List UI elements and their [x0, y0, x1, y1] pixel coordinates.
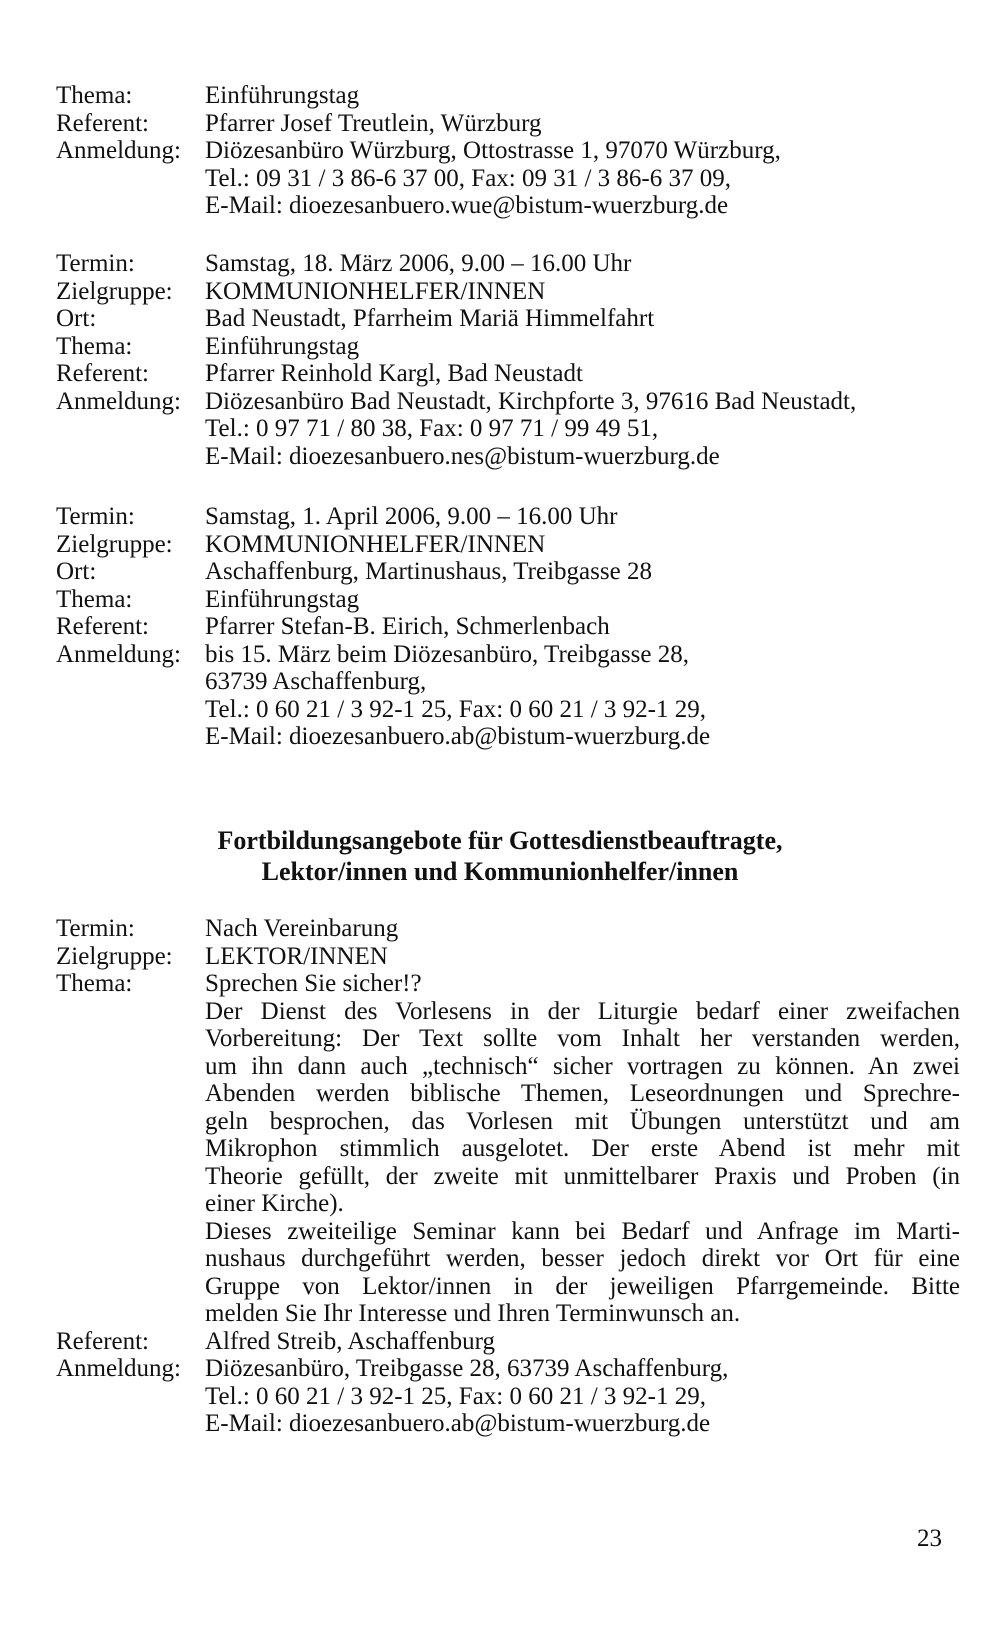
- field-value: E-Mail: dioezesanbuero.nes@bistum-wuerzburg.de: [205, 442, 720, 470]
- field-label: Referent:: [56, 613, 150, 640]
- field-row-thema: [56, 333, 960, 361]
- field-row-termin: [56, 915, 960, 943]
- field-value: E-Mail: dioezesanbuero.ab@bistum-wuerzburg.de: [205, 1410, 711, 1437]
- field-row-ort: [56, 305, 960, 333]
- field-row-referent: [56, 110, 960, 138]
- field-label: Thema:: [56, 970, 133, 997]
- field-value: Diözesanbüro Würzburg, Ottostrasse 1, 97070 Würzburg,: [205, 137, 781, 164]
- field-row-anmeldung: [56, 137, 960, 220]
- field-label: Anmeldung:: [56, 640, 181, 668]
- field-label: Zielgruppe:: [56, 942, 173, 970]
- section-heading-line: Fortbildungsangebote für Gottesdienstbeauftragte,: [217, 826, 783, 855]
- field-row-referent: [56, 613, 960, 641]
- field-value: E-Mail: dioezesanbuero.wue@bistum-wuerzburg.de: [205, 192, 729, 219]
- field-row-ort: [56, 558, 960, 586]
- field-label: Termin:: [56, 503, 135, 530]
- field-row-anmeldung: [56, 641, 960, 751]
- field-row-zielgruppe: [56, 531, 960, 559]
- field-label: Anmeldung:: [56, 387, 181, 415]
- field-value: Tel.: 0 60 21 / 3 92-1 25, Fax: 0 60 21 / 3 92-1 29,: [205, 695, 707, 723]
- field-value: Samstag, 1. April 2006, 9.00 – 16.00 Uhr: [205, 503, 618, 530]
- description-line: Der Dienst des Vorlesens in der Liturgie bedarf einer zweifachen: [205, 997, 960, 1025]
- field-label: Zielgruppe:: [56, 277, 173, 305]
- description-line: melden Sie Ihr Interesse und Ihren Terminwunsch an.: [205, 1300, 741, 1327]
- field-value: Nach Vereinbarung: [205, 915, 399, 942]
- section-heading: [100, 825, 900, 887]
- description-line: Vorbereitung: Der Text sollte vom Inhalt her verstanden werden,: [205, 1025, 960, 1052]
- field-value: Diözesanbüro, Treibgasse 28, 63739 Aschaffenburg,: [205, 1355, 729, 1382]
- field-value: Tel.: 09 31 / 3 86-6 37 00, Fax: 09 31 / 3 86-6 37 09,: [205, 164, 732, 192]
- field-label: Termin:: [56, 250, 135, 277]
- description-line: Dieses zweiteilige Seminar kann bei Bedarf und Anfrage im Marti-: [205, 1217, 960, 1245]
- field-value: bis 15. März beim Diözesanbüro, Treibgasse 28,: [205, 640, 689, 668]
- section-heading-line: Lektor/innen und Kommunionhelfer/innen: [261, 857, 739, 886]
- field-row-termin: [56, 503, 960, 531]
- field-label: Referent:: [56, 1327, 150, 1355]
- field-label: Thema:: [56, 585, 133, 613]
- field-row-anmeldung: [56, 1355, 960, 1438]
- field-value: Pfarrer Reinhold Kargl, Bad Neustadt: [205, 360, 583, 387]
- page-number: 23: [917, 1525, 942, 1552]
- field-value: Aschaffenburg, Martinushaus, Treibgasse 28: [205, 558, 652, 585]
- field-row-anmeldung: [56, 388, 960, 471]
- field-row-zielgruppe: [56, 943, 960, 971]
- field-value: Sprechen Sie sicher!?: [205, 970, 422, 997]
- field-row-referent: [56, 360, 960, 388]
- field-value: 63739 Aschaffenburg,: [205, 668, 427, 695]
- event-block-2: [56, 250, 960, 470]
- field-value: Bad Neustadt, Pfarrheim Mariä Himmelfahrt: [205, 305, 655, 332]
- field-value: Samstag, 18. März 2006, 9.00 – 16.00 Uhr: [205, 250, 632, 277]
- field-value: Tel.: 0 60 21 / 3 92-1 25, Fax: 0 60 21 / 3 92-1 29,: [205, 1382, 707, 1410]
- field-label: Thema:: [56, 332, 133, 360]
- field-row-thema: [56, 82, 960, 110]
- field-label: Ort:: [56, 558, 97, 585]
- description-line: geln besprochen, das Vorlesen mit Übungen unterstützt und am: [205, 1107, 960, 1135]
- field-value: Einführungstag: [205, 332, 360, 360]
- description-line: Gruppe von Lektor/innen in der jeweiligen Pfarrgemeinde. Bitte: [205, 1272, 960, 1300]
- field-label: Termin:: [56, 915, 135, 942]
- description-line: um ihn dann auch „technisch“ sicher vortragen zu können. An zwei: [205, 1052, 960, 1080]
- field-label: Anmeldung:: [56, 137, 181, 164]
- field-value: Pfarrer Josef Treutlein, Würzburg: [205, 109, 542, 137]
- field-value: Tel.: 0 97 71 / 80 38, Fax: 0 97 71 / 99 49 51,: [205, 415, 659, 442]
- description-line: einer Kirche).: [205, 1190, 344, 1217]
- description-line: Abenden werden biblische Themen, Leseordnungen und Sprechre-: [205, 1080, 960, 1107]
- description-line: nushaus durchgeführt werden, besser jedoch direkt vor Ort für eine: [205, 1245, 960, 1272]
- field-value: KOMMUNIONHELFER/INNEN: [205, 277, 546, 305]
- description-line: Theorie gefüllt, der zweite mit unmittelbarer Praxis und Proben (in: [205, 1162, 960, 1190]
- field-value: LEKTOR/INNEN: [205, 942, 388, 970]
- description-line: Mikrophon stimmlich ausgelotet. Der erste Abend ist mehr mit: [205, 1135, 960, 1162]
- field-value: Pfarrer Stefan-B. Eirich, Schmerlenbach: [205, 613, 610, 640]
- field-row-thema: [56, 970, 960, 1328]
- field-label: Referent:: [56, 360, 150, 387]
- event-block-3: [56, 503, 960, 751]
- field-value: Alfred Streib, Aschaffenburg: [205, 1327, 495, 1355]
- field-value: E-Mail: dioezesanbuero.ab@bistum-wuerzburg.de: [205, 723, 711, 750]
- field-value: Einführungstag: [205, 585, 360, 613]
- field-value: Einführungstag: [205, 82, 360, 109]
- field-row-termin: [56, 250, 960, 278]
- field-row-zielgruppe: [56, 278, 960, 306]
- field-label: Thema:: [56, 82, 133, 109]
- field-row-thema: [56, 586, 960, 614]
- field-row-referent: [56, 1328, 960, 1356]
- event-block-1: [56, 82, 960, 220]
- field-label: Ort:: [56, 305, 97, 332]
- field-label: Anmeldung:: [56, 1355, 181, 1382]
- field-value: KOMMUNIONHELFER/INNEN: [205, 530, 546, 558]
- field-value: Diözesanbüro Bad Neustadt, Kirchpforte 3, 97616 Bad Neustadt,: [205, 387, 857, 415]
- field-label: Zielgruppe:: [56, 530, 173, 558]
- lektor-block: [56, 915, 960, 1438]
- field-label: Referent:: [56, 109, 150, 137]
